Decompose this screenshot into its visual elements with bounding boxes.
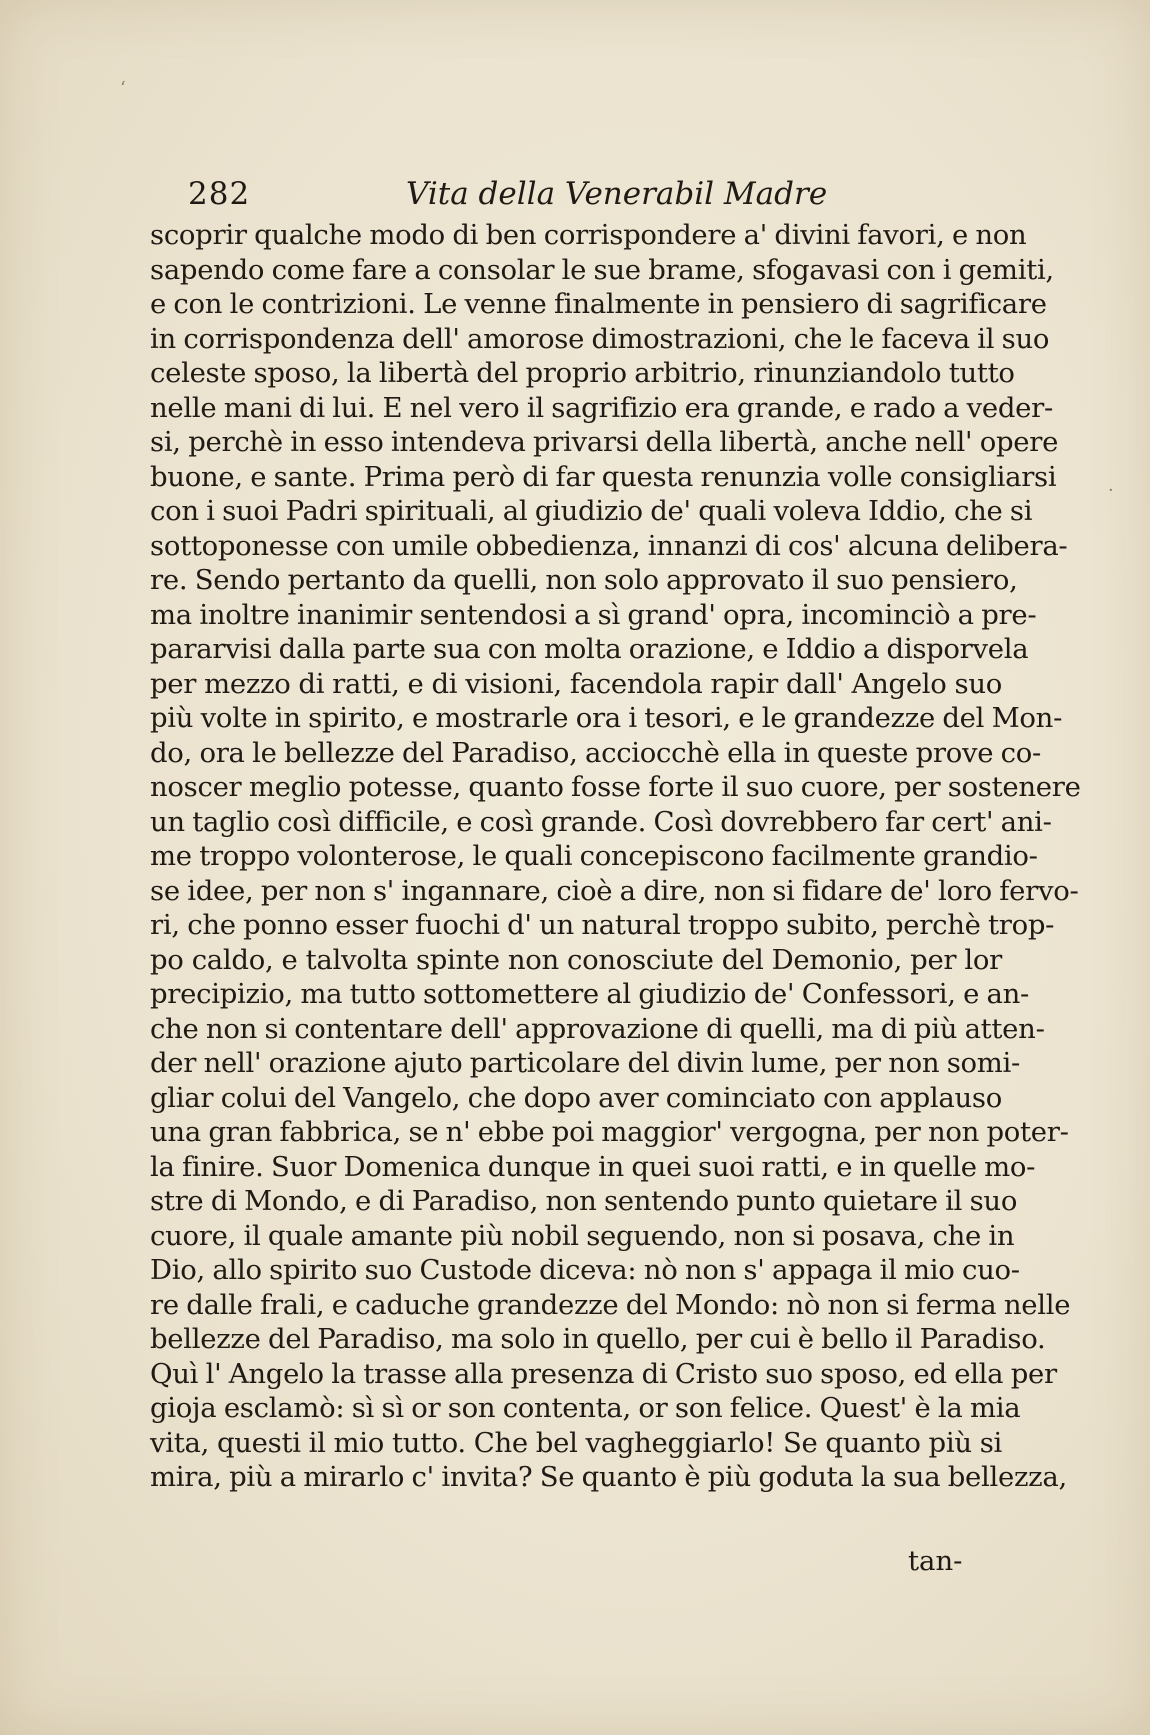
text-line: con i suoi Padri spirituali, al giudizio de' quali voleva Iddio, che si [150,495,1033,527]
text-line: se idee, per non s' ingannare, cioè a dire, non si fidare de' loro fervo- [150,874,1079,907]
text-line: e con le contrizioni. Le venne finalmente in pensiero di sagrificare [150,288,1047,320]
text-line: un taglio così difficile, e così grande. Così dovrebbero far cert' ani- [150,805,1052,838]
text-line: me troppo volonterose, le quali concepiscono facilmente grandio- [150,840,1038,872]
text-line: buone, e sante. Prima però di far questa renunzia volle consigliarsi [150,460,1057,493]
text-line: precipizio, ma tutto sottomettere al giudizio de' Confessori, e an- [150,978,1030,1010]
text-line: gioja esclamò: sì sì or son contenta, or son felice. Quest' è la mia [150,1392,1021,1424]
page-header [188,176,1008,220]
text-line: per mezzo di ratti, e di visioni, facendola rapir dall' Angelo suo [150,667,1002,700]
text-line: più volte in spirito, e mostrarle ora i tesori, e le grandezze del Mon- [150,702,1063,734]
paper-speck: ‘ [120,78,126,99]
text-line: una gran fabbrica, se n' ebbe poi maggior' vergogna, per non poter- [150,1116,1069,1148]
catchword: tan- [908,1545,963,1577]
text-line: po caldo, e talvolta spinte non conosciute del Demonio, per lor [150,943,1002,976]
text-line: mira, più a mirarlo c' invita? Se quanto è più goduta la sua bellezza, [150,1461,1067,1493]
text-line: noscer meglio potesse, quanto fosse forte il suo cuore, per sostenere [150,771,1081,803]
text-line: Dio, allo spirito suo Custode diceva: nò non s' appaga il mio cuo- [150,1254,1020,1286]
text-line: celeste sposo, la libertà del proprio arbitrio, rinunziandolo tutto [150,357,1015,389]
text-line: pararvisi dalla parte sua con molta orazione, e Iddio a disporvela [150,633,1029,665]
text-line: cuore, il quale amante più nobil seguendo, non si posava, che in [150,1219,1015,1252]
text-line: re. Sendo pertanto da quelli, non solo approvato il suo pensiero, [150,564,1018,596]
text-line: nelle mani di lui. E nel vero il sagrifizio era grande, e rado a veder- [150,391,1053,424]
text-line: gliar colui del Vangelo, che dopo aver cominciato con applauso [150,1081,1002,1114]
text-line: re dalle frali, e caduche grandezze del Mondo: nò non si ferma nelle [150,1288,1071,1321]
text-line: sapendo come fare a consolar le sue brame, sfogavasi con i gemiti, [150,253,1054,286]
text-line: ri, che ponno esser fuochi d' un natural troppo subito, perchè trop- [150,909,1055,941]
text-line: ma inoltre inanimir sentendosi a sì grand' opra, incominciò a pre- [150,598,1037,631]
text-line: che non si contentare dell' approvazione di quelli, ma di più atten- [150,1012,1045,1045]
text-line: in corrispondenza dell' amorose dimostrazioni, che le faceva il suo [150,322,1050,355]
text-line: Quì l' Angelo la trasse alla presenza di Cristo suo sposo, ed ella per [150,1357,1057,1390]
page-number: 282 [188,176,251,212]
text-line: la finire. Suor Domenica dunque in quei suoi ratti, e in quelle mo- [150,1150,1036,1183]
text-line: der nell' orazione ajuto particolare del divin lume, per non somi- [150,1047,1021,1079]
running-title: Vita della Venerabil Madre [406,176,828,212]
text-line: bellezze del Paradiso, ma solo in quello, per cui è bello il Paradiso. [150,1323,1046,1355]
text-line: scoprir qualche modo di ben corrispondere a' divini favori, e non [150,219,1027,251]
text-line: sottoponesse con umile obbedienza, innanzi di cos' alcuna delibera- [150,529,1068,562]
text-line: si, perchè in esso intendeva privarsi della libertà, anche nell' opere [150,426,1059,458]
body-text [150,218,1081,1495]
paper-speck: · [1108,480,1114,501]
text-line: vita, questi il mio tutto. Che bel vagheggiarlo! Se quanto più si [150,1426,1002,1459]
text-line: stre di Mondo, e di Paradiso, non sentendo punto quietare il suo [150,1185,1018,1217]
text-line: do, ora le bellezze del Paradiso, acciocchè ella in queste prove co- [150,736,1042,769]
